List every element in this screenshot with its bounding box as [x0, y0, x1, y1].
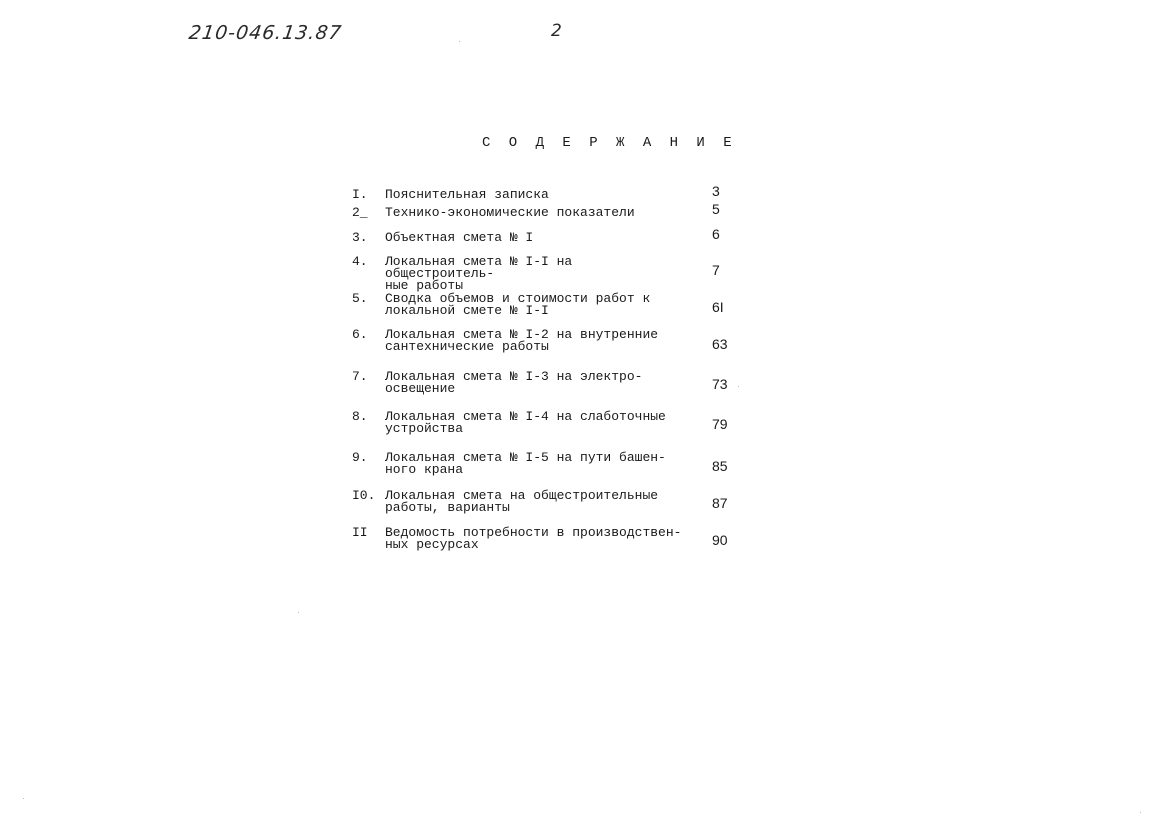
toc-item-page: 90	[712, 532, 728, 548]
toc-item-text: Технико-экономические показатели	[385, 205, 635, 220]
toc-item-page: 5	[712, 201, 720, 217]
scan-speck	[459, 41, 460, 42]
toc-item-number: 8.	[352, 409, 368, 424]
toc-item-page: 63	[712, 336, 728, 352]
toc-item-number: 4.	[352, 254, 368, 269]
toc-item-number: I0.	[352, 488, 376, 503]
toc-item-number: 5.	[352, 291, 368, 306]
scan-speck	[298, 612, 299, 613]
toc-item-page: 87	[712, 495, 728, 511]
toc-item-text: Локальная смета № I-3 на электро- освещение	[385, 369, 643, 396]
toc-item-text: Локальная смета на общестроительные работы, варианты	[385, 488, 659, 515]
toc-item-number: 7.	[352, 369, 368, 384]
toc-item-number: II	[352, 525, 368, 540]
scan-speck	[23, 798, 24, 799]
toc-item-number: 6.	[352, 327, 368, 342]
toc-item-text: Сводка объемов и стоимости работ к локальной смете № I-I	[385, 291, 651, 318]
toc-item-text: Локальная смета № I-I на общестроитель- ные работы	[385, 254, 573, 293]
toc-item-page: 79	[712, 416, 728, 432]
toc-item-text: Ведомость потребности в производствен- ных ресурсах	[385, 525, 682, 552]
scan-speck	[1140, 812, 1141, 813]
toc-item-page: 7	[712, 262, 720, 278]
toc-item-text: Объектная смета № I	[385, 230, 534, 245]
toc-item-page: 3	[712, 183, 720, 199]
toc-item-text: Локальная смета № I-2 на внутренние сантехнические работы	[385, 327, 659, 354]
toc-item-page: 85	[712, 458, 728, 474]
toc-item-page: 6I	[712, 299, 724, 315]
toc-item-page: 6	[712, 226, 720, 242]
toc-item-number: 9.	[352, 450, 368, 465]
toc-item-number: 2_	[352, 205, 368, 220]
scan-speck	[738, 386, 739, 387]
document-code: 210-046.13.87	[187, 22, 344, 44]
toc-item-page: 73	[712, 376, 728, 392]
toc-item-text: Локальная смета № I-5 на пути башен- ного крана	[385, 450, 666, 477]
toc-item-number: I.	[352, 187, 368, 202]
toc-title: С О Д Е Р Ж А Н И Е	[482, 135, 737, 151]
toc-item-text: Пояснительная записка	[385, 187, 549, 202]
page-number: 2	[551, 21, 563, 41]
toc-item-text: Локальная смета № I-4 на слаботочные устройства	[385, 409, 666, 436]
toc-item-number: 3.	[352, 230, 368, 245]
